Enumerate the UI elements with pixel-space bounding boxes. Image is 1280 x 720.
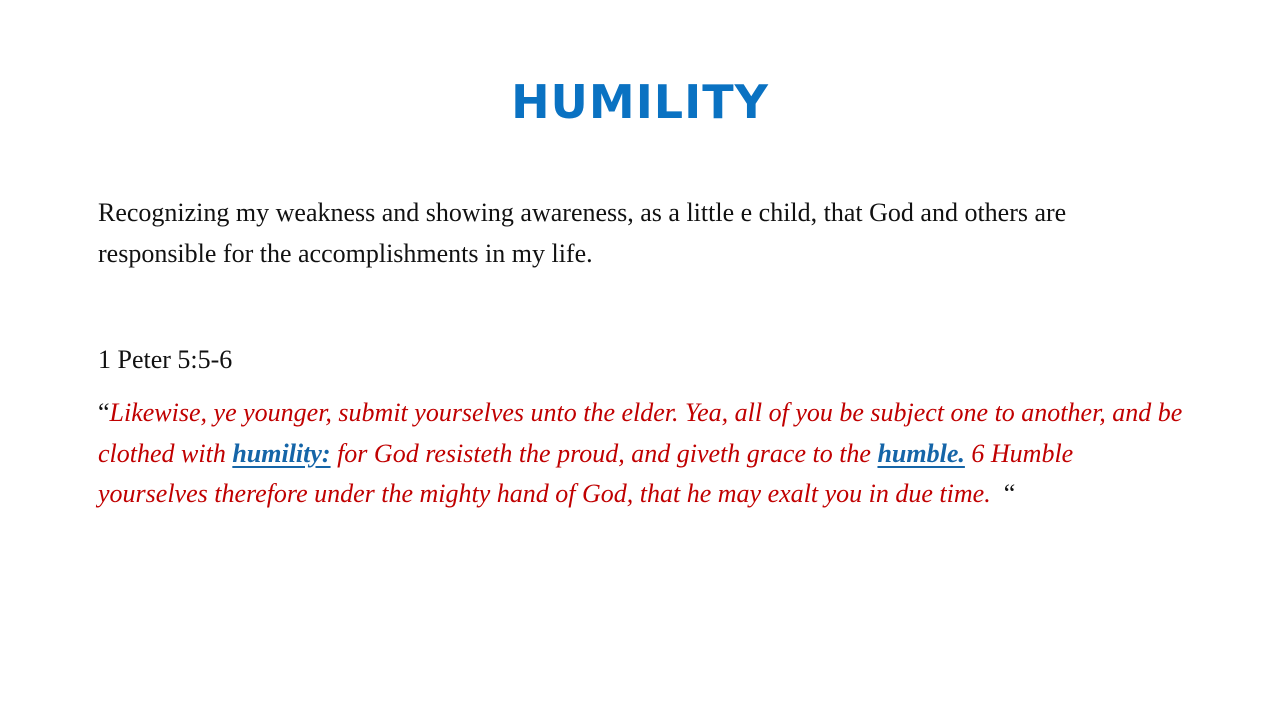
- keyword-humble-link[interactable]: humble.: [877, 438, 965, 468]
- verse-text-part-3: 6 Humble yourselves therefore under the mighty hand of God, that he may exalt you in due time.: [98, 438, 1074, 508]
- verse-open-quote: “: [98, 398, 110, 427]
- scripture-reference: 1 Peter 5:5-6: [98, 345, 233, 374]
- slide-title: HUMILITY: [511, 75, 769, 129]
- verse-text-part-1: Likewise, ye younger, submit yourselves unto the elder. Yea, all of you be subject one to another, and be clothed with: [98, 398, 1183, 468]
- keyword-humility-link[interactable]: humility:: [232, 438, 331, 468]
- scripture-verse: [98, 393, 1188, 515]
- definition-text: Recognizing my weakness and showing awareness, as a little e child, that God and others are responsible for the accomplishments in my life.: [98, 198, 1067, 268]
- verse-text-part-2: for God resisteth the proud, and giveth grace to the: [330, 438, 878, 468]
- verse-close-quote: “: [990, 479, 1016, 508]
